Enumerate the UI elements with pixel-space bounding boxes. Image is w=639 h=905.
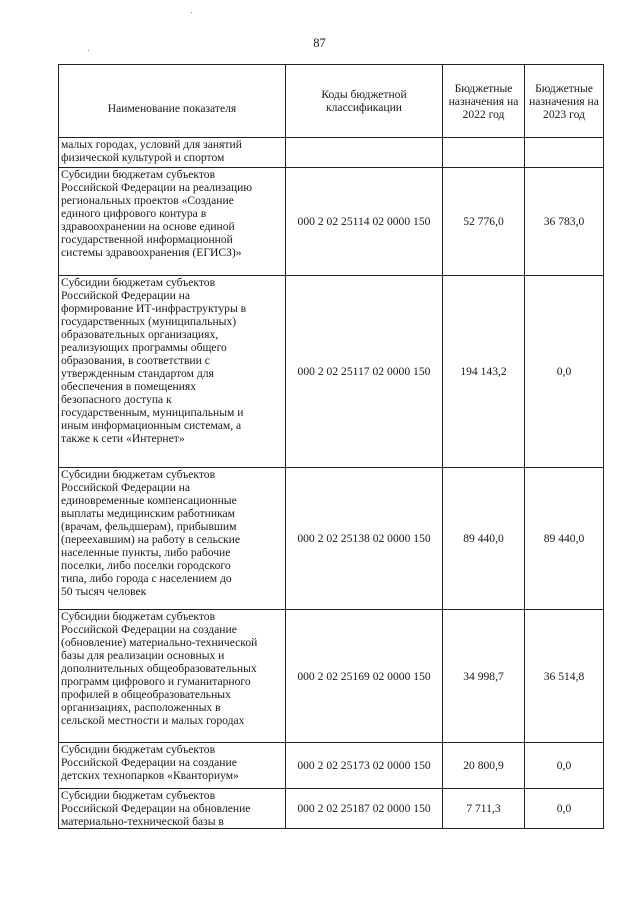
indicator-name-line: обеспечения в помещениях <box>61 380 197 393</box>
header-2022: Бюджетные назначения на 2022 год <box>443 65 525 138</box>
table-row <box>59 468 604 610</box>
indicator-name-line: поселки, либо поселки городского <box>61 559 231 572</box>
indicator-name-line: образовательных организациях, <box>61 328 219 341</box>
indicator-name-line: формирование ИТ-инфраструктуры в <box>61 302 247 315</box>
indicator-name-line: детских технопарков «Кванториум» <box>61 769 239 782</box>
indicator-name-line: безопасного доступа к <box>61 393 172 406</box>
header-codes: Коды бюджетной классификации <box>286 65 443 138</box>
indicator-name-line: Субсидии бюджетам субъектов <box>61 743 216 756</box>
indicator-name-line: населенные пункты, либо рабочие <box>61 546 231 559</box>
indicator-name-line: иным информационным системам, а <box>61 419 242 432</box>
table-row <box>59 168 604 276</box>
indicator-name-line: организациях, расположенных в <box>61 701 221 714</box>
budget-table <box>58 64 604 829</box>
indicator-name-cell <box>59 468 286 610</box>
indicator-name-line: единовременные компенсационные <box>61 494 237 507</box>
indicator-name-line: Субсидии бюджетам субъектов <box>61 468 216 481</box>
indicator-name-line: образования, в соответствии с <box>61 354 210 367</box>
indicator-name-line: Российской Федерации на создание <box>61 756 237 769</box>
amount-2022-cell: 7 711,3 <box>443 789 525 829</box>
indicator-name-line: Российской Федерации на создание <box>61 623 237 636</box>
indicator-name-line: малых городах, условий для занятий <box>61 138 242 151</box>
table-body <box>59 138 604 829</box>
indicator-name-line: Российской Федерации на реализацию <box>61 181 253 194</box>
amount-2022-cell: 34 998,7 <box>443 610 525 743</box>
indicator-name-line: материально-технической базы в <box>61 815 224 828</box>
indicator-name-line: региональных проектов «Создание <box>61 194 234 207</box>
amount-2022-cell: 89 440,0 <box>443 468 525 610</box>
indicator-name-line: Субсидии бюджетам субъектов <box>61 276 216 289</box>
amount-2023-cell: 36 514,8 <box>525 610 604 743</box>
indicator-name-cell <box>59 276 286 468</box>
indicator-name-line: (обновление) материально-технической <box>61 636 258 649</box>
scan-speck <box>191 12 192 13</box>
indicator-name-line: Российской Федерации на <box>61 289 191 302</box>
table-row <box>59 743 604 789</box>
indicator-name-line: (переехавшим) на работу в сельские <box>61 533 240 546</box>
indicator-name-line: государственной информационной <box>61 233 233 246</box>
indicator-name-line: 50 тысяч человек <box>61 585 147 598</box>
budget-code-cell: 000 2 02 25187 02 0000 150 <box>286 789 443 829</box>
indicator-name-cell <box>59 138 286 168</box>
indicator-name-cell <box>59 743 286 789</box>
indicator-name-cell <box>59 610 286 743</box>
budget-code-cell: 000 2 02 25169 02 0000 150 <box>286 610 443 743</box>
indicator-name-line: здравоохранении на основе единой <box>61 220 235 233</box>
table-header-row <box>59 65 604 138</box>
indicator-name-line: базы для реализации основных и <box>61 649 225 662</box>
indicator-name-line: профилей в общеобразовательных <box>61 688 231 701</box>
amount-2022-cell: 194 143,2 <box>443 276 525 468</box>
budget-code-cell <box>286 138 443 168</box>
page-number: 87 <box>313 36 326 50</box>
indicator-name-cell <box>59 168 286 276</box>
indicator-name-line: дополнительных общеобразовательных <box>61 662 257 675</box>
indicator-name-line: Российской Федерации на <box>61 481 191 494</box>
indicator-name-line: Российской Федерации на обновление <box>61 802 251 815</box>
amount-2023-cell: 0,0 <box>525 789 604 829</box>
amount-2023-cell <box>525 138 604 168</box>
indicator-name-line: Субсидии бюджетам субъектов <box>61 789 216 802</box>
indicator-name-line: физической культурой и спортом <box>61 151 225 164</box>
indicator-name-line: Субсидии бюджетам субъектов <box>61 610 216 623</box>
amount-2022-cell: 20 800,9 <box>443 743 525 789</box>
header-2023: Бюджетные назначения на 2023 год <box>525 65 604 138</box>
budget-code-cell: 000 2 02 25138 02 0000 150 <box>286 468 443 610</box>
budget-code-cell: 000 2 02 25114 02 0000 150 <box>286 168 443 276</box>
table-row <box>59 276 604 468</box>
amount-2023-cell: 0,0 <box>525 743 604 789</box>
table-row <box>59 789 604 829</box>
indicator-name-line: Субсидии бюджетам субъектов <box>61 168 216 181</box>
indicator-name-line: утвержденным стандартом для <box>61 367 214 380</box>
amount-2023-cell: 0,0 <box>525 276 604 468</box>
amount-2022-cell <box>443 138 525 168</box>
indicator-name-line: (врачам, фельдшерам), прибывшим <box>61 520 237 533</box>
budget-code-cell: 000 2 02 25117 02 0000 150 <box>286 276 443 468</box>
indicator-name-line: реализующих программы общего <box>61 341 227 354</box>
indicator-name-line: государственных (муниципальных) <box>61 315 237 328</box>
indicator-name-line: единого цифрового контура в <box>61 207 207 220</box>
indicator-name-cell <box>59 789 286 829</box>
indicator-name-line: системы здравоохранения (ЕГИСЗ)» <box>61 246 242 259</box>
indicator-name-line: типа, либо города с населением до <box>61 572 232 585</box>
header-name: Наименование показателя <box>59 65 286 138</box>
indicator-name-line: сельской местности и малых городах <box>61 714 245 727</box>
indicator-name-line: выплаты медицинским работникам <box>61 507 236 520</box>
table-row <box>59 138 604 168</box>
table-row <box>59 610 604 743</box>
amount-2023-cell: 89 440,0 <box>525 468 604 610</box>
indicator-name-line: также к сети «Интернет» <box>61 432 185 445</box>
indicator-name-line: программ цифрового и гуманитарного <box>61 675 251 688</box>
budget-code-cell: 000 2 02 25173 02 0000 150 <box>286 743 443 789</box>
amount-2022-cell: 52 776,0 <box>443 168 525 276</box>
amount-2023-cell: 36 783,0 <box>525 168 604 276</box>
indicator-name-line: государственным, муниципальным и <box>61 406 244 419</box>
